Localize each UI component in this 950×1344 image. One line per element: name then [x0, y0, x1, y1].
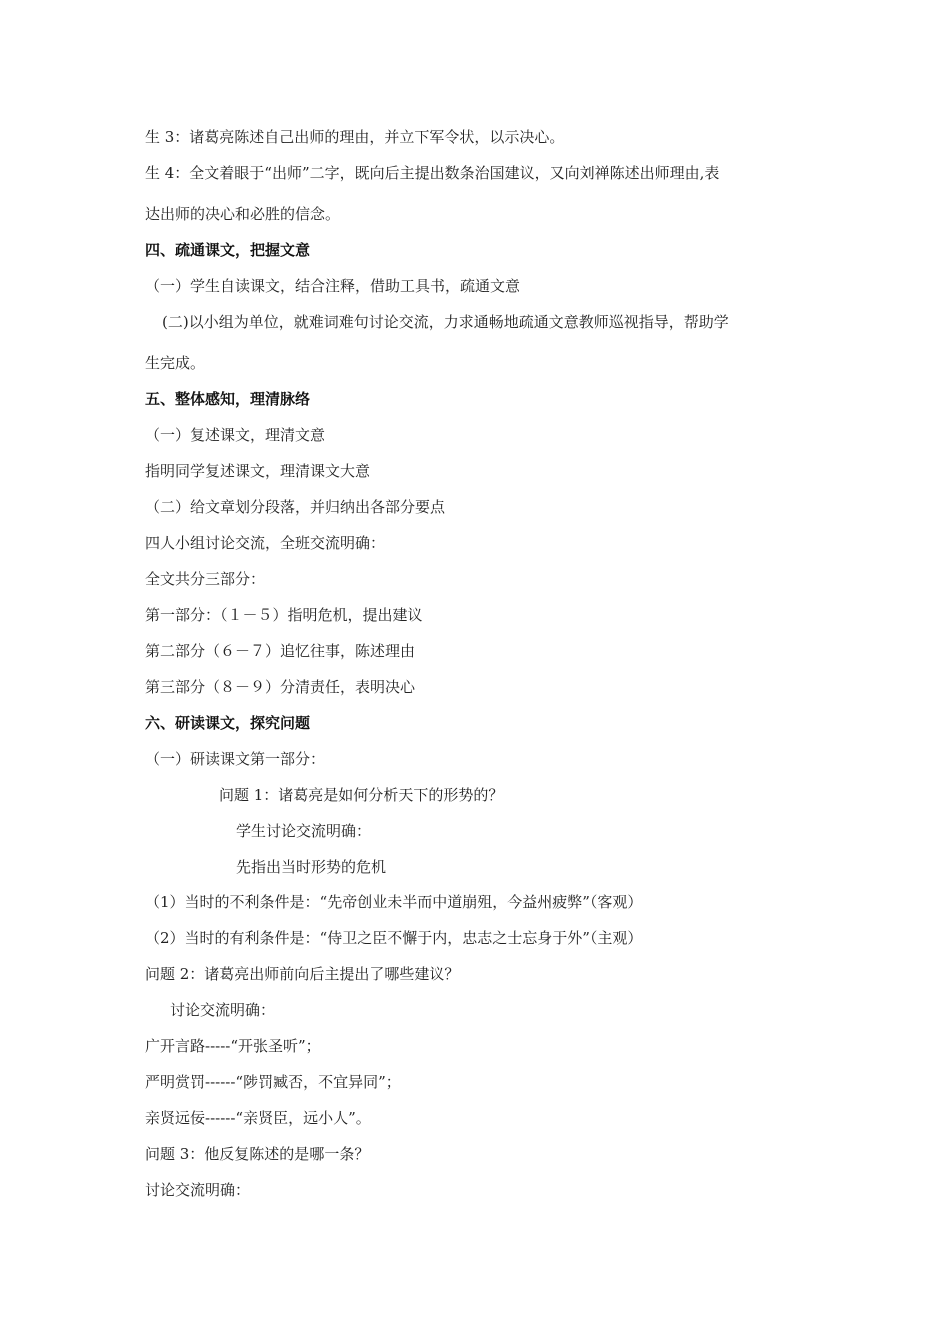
text-line: 四人小组讨论交流，全班交流明确：	[145, 534, 386, 552]
text-line: (二)以小组为单位，就难词难句讨论交流，力求通畅地疏通文意教师巡视指导，帮助学	[162, 313, 729, 331]
text-line: 亲贤远佞------“亲贤臣，远小人”。	[145, 1109, 371, 1127]
text-line: 问题 1：诸葛亮是如何分析天下的形势的？	[219, 786, 504, 804]
text-line: （一）研读课文第一部分：	[145, 750, 326, 768]
section-heading: 六、研读课文，探究问题	[145, 714, 311, 732]
text-line: 生 3：诸葛亮陈述自己出师的理由，并立下军令状，以示决心。	[145, 128, 565, 146]
text-line: 第二部分（６－７）追忆往事，陈述理由	[145, 642, 416, 660]
text-line: 先指出当时形势的危机	[236, 858, 387, 876]
text-line: 问题 3：他反复陈述的是哪一条？	[145, 1145, 370, 1163]
text-line: 生完成。	[145, 354, 206, 372]
text-line: （1）当时的不利条件是：“先帝创业未半而中道崩殂，今益州疲弊”（客观）	[145, 893, 643, 911]
section-heading: 四、疏通课文，把握文意	[145, 241, 311, 259]
text-line: 广开言路-----“开张圣听”；	[145, 1037, 321, 1055]
text-line: 学生讨论交流明确：	[236, 822, 372, 840]
text-line: （2）当时的有利条件是：“侍卫之臣不懈于内，忠志之士忘身于外”（主观）	[145, 929, 643, 947]
text-line: 第三部分（８－９）分清责任，表明决心	[145, 678, 416, 696]
text-line: 问题 2：诸葛亮出师前向后主提出了哪些建议？	[145, 965, 460, 983]
text-line: （一）学生自读课文，结合注释，借助工具书，疏通文意	[145, 277, 521, 295]
text-line: 讨论交流明确：	[170, 1001, 276, 1019]
text-line: 达出师的决心和必胜的信念。	[145, 205, 341, 223]
text-line: 讨论交流明确：	[145, 1181, 251, 1199]
text-line: 第一部分：（１－５）指明危机，提出建议	[145, 606, 423, 624]
text-line: （二）给文章划分段落，并归纳出各部分要点	[145, 498, 446, 516]
text-line: 指明同学复述课文，理清课文大意	[145, 462, 371, 480]
text-line: 全文共分三部分：	[145, 570, 266, 588]
text-line: 生 4：全文着眼于“出师”二字，既向后主提出数条治国建议，又向刘禅陈述出师理由,表	[145, 164, 720, 182]
section-heading: 五、整体感知，理清脉络	[145, 390, 311, 408]
text-line: 严明赏罚------“陟罚臧否，不宜异同”；	[145, 1073, 401, 1091]
text-line: （一）复述课文，理清文意	[145, 426, 326, 444]
